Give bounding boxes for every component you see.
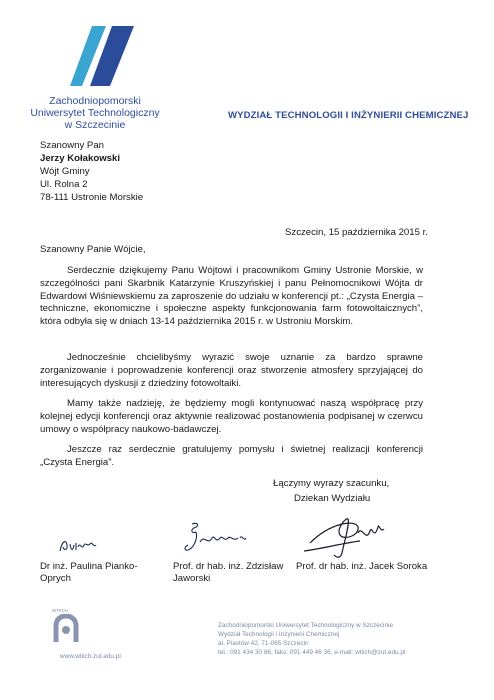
recipient-greeting: Szanowny Pan: [40, 140, 104, 151]
university-name-line-1: Zachodniopomorski: [49, 95, 141, 107]
footer-address-line-3: al. Piastów 42, 71-065 Szczecin: [218, 640, 309, 647]
university-logo-icon: [70, 26, 134, 88]
signatory-2-line-1: Prof. dr hab. inż. Zdzisław: [173, 561, 284, 572]
body-paragraph-2: Jednocześnie chcielibyśmy wyrazić swoje uznanie za bardzo sprawne zorganizowanie i poprowadzenie konferencji oraz stworzenie atmosfery sprzyjającej do interesujących dyskusji z dziedziny fotowoltaiki.: [40, 352, 423, 389]
footer-address-line-1: Zachodniopomorski Uniwersytet Technologiczny w Szczecinie: [218, 622, 393, 629]
signature-jaworski: [180, 520, 252, 554]
department-logo-icon: [52, 614, 80, 644]
closing-role: Dziekan Wydziału: [294, 493, 371, 504]
recipient-city: 78-111 Ustronie Morskie: [40, 192, 144, 203]
recipient-title: Wójt Gminy: [40, 166, 90, 177]
body-paragraph-1: Serdecznie dziękujemy Panu Wójtowi i pracownikom Gminy Ustronie Morskie, w szczególności pani Skarbnik Katarzynie Kruszyńskiej i panu Pełnomocnikowi Wójta dr Edwardowi Wiśniewskiemu za zaproszenie do udziału w konferencji pt.: „Czysta Energia – techniczne, ekonomiczne i społeczne aspekty funkcjonowania farm fotowoltaicznych”, która odbyła się w dniach 13-14 października 2015 r. w Ustroniu Morskim.: [40, 265, 423, 328]
signatory-1-line-1: Dr inż. Paulina Pianko-: [40, 561, 138, 572]
letter-date: Szczecin, 15 października 2015 r.: [285, 227, 428, 238]
signatory-3-line-1: Prof. dr hab. inż. Jacek Soroka: [296, 561, 428, 572]
university-name-line-2: Uniwersytet Technologiczny: [30, 107, 160, 119]
signature-soroka: [300, 513, 390, 563]
footer-logo-caption: WTIICH: [52, 608, 68, 613]
footer-website: www.wtiich.zut.edu.pl: [60, 653, 121, 660]
signature-pianko-oprych: [58, 535, 100, 557]
recipient-name: Jerzy Kołakowski: [40, 153, 120, 164]
university-name-line-3: w Szczecinie: [64, 119, 126, 131]
footer-address-line-4: tel.: 091 434 30 86, faks: 091 449 46 36, e-mail: wtiich@zut.edu.pl: [218, 649, 406, 656]
department-name: WYDZIAŁ TECHNOLOGII I INŻYNIERII CHEMICZNEJ: [228, 110, 469, 121]
signatory-1-line-2: Oprych: [40, 573, 71, 584]
body-paragraph-3: Mamy także nadzieję, że będziemy mogli kontynuować naszą współpracę przy kolejnej edycji konferencji oraz aktywnie realizować postanowienia podpisanej w czerwcu umowy o współpracy naukowo-badawczej.: [40, 398, 423, 435]
footer-address-line-2: Wydział Technologii i Inżynierii Chemicznej: [218, 631, 340, 638]
body-paragraph-4: Jeszcze raz serdecznie gratulujemy pomysłu i świetnej realizacji konferencji „Czysta Energia”.: [40, 444, 423, 468]
salutation: Szanowny Panie Wójcie,: [40, 244, 146, 255]
signatory-2-line-2: Jaworski: [173, 573, 211, 584]
recipient-street: Ul. Rolna 2: [40, 179, 88, 190]
closing-regards: Łączymy wyrazy szacunku,: [273, 478, 390, 489]
